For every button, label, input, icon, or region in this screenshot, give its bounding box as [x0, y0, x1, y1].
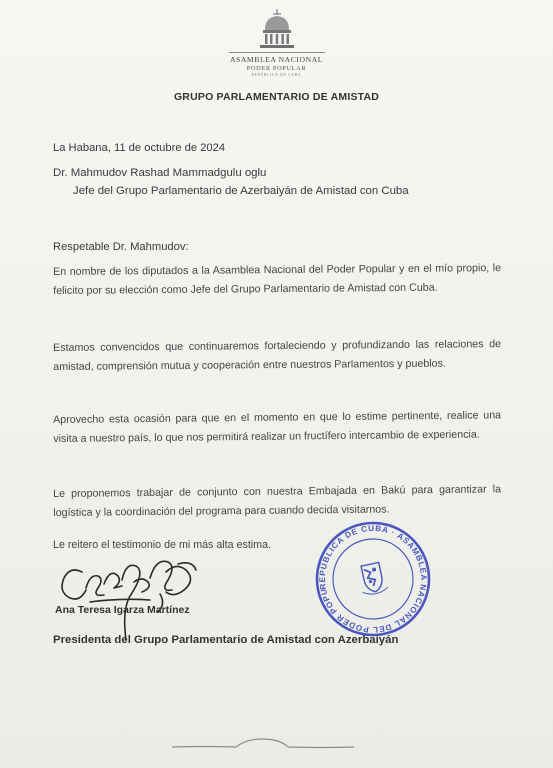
date-line: La Habana, 11 de octubre de 2024 — [53, 142, 226, 154]
body-paragraph: Aprovecho esta ocasión para que en el momento en que lo estime pertinente, realice una visita a nuestro país, lo que nos permitirá realizar un fructífero intercambio de experiencia. — [53, 409, 502, 445]
body-paragraph: Estamos convencidos que continuaremos fortaleciendo y profundizando las relaciones de amistad, comprensión mutua y cooperación entre nuestros Parlamentos y pueblos. — [53, 338, 502, 373]
capitol-dome-icon — [252, 8, 302, 52]
salutation: Respetable Dr. Mahmudov: — [53, 241, 189, 253]
signer-name: Ana Teresa Igarza Martínez — [55, 604, 190, 616]
recipient-role: Jefe del Grupo Parlamentario de Azerbaiyán de Amistad con Cuba — [73, 185, 409, 197]
official-stamp — [310, 520, 436, 643]
stamp-text: REPÚBLICA DE CUBA · ASAMBLEA NACIONAL DEL PODER POPULAR — [317, 523, 429, 635]
recipient-name: Dr. Mahmudov Rashad Mammadgulu oglu — [53, 167, 267, 179]
footer-rule — [0, 735, 553, 755]
signer-title: Presidenta del Grupo Parlamentario de Amistad con Azerbaiyán — [53, 634, 399, 646]
org-name: ASAMBLEA NACIONAL — [229, 55, 324, 64]
coat-of-arms-icon — [357, 562, 389, 597]
body-paragraph: En nombre de los diputados a la Asamblea Nacional del Poder Popular y en el mío propio, le felicito por su elección como Jefe del Grupo Parlamentario de Amistad con Cuba. — [53, 262, 502, 297]
closing-line: Le reitero el testimonio de mi más alta estima. — [53, 539, 271, 551]
org-subname: PODER POPULAR — [246, 65, 307, 72]
letterhead — [0, 8, 553, 77]
body-paragraph: Le proponemos trabajar de conjunto con nuestra Embajada en Bakú para garantizar la logística y la coordinación del programa para cuando decida visitarnos. — [53, 483, 502, 519]
org-country: REPÚBLICA DE CUBA — [251, 73, 302, 77]
group-title: GRUPO PARLAMENTARIO DE AMISTAD — [173, 91, 380, 103]
